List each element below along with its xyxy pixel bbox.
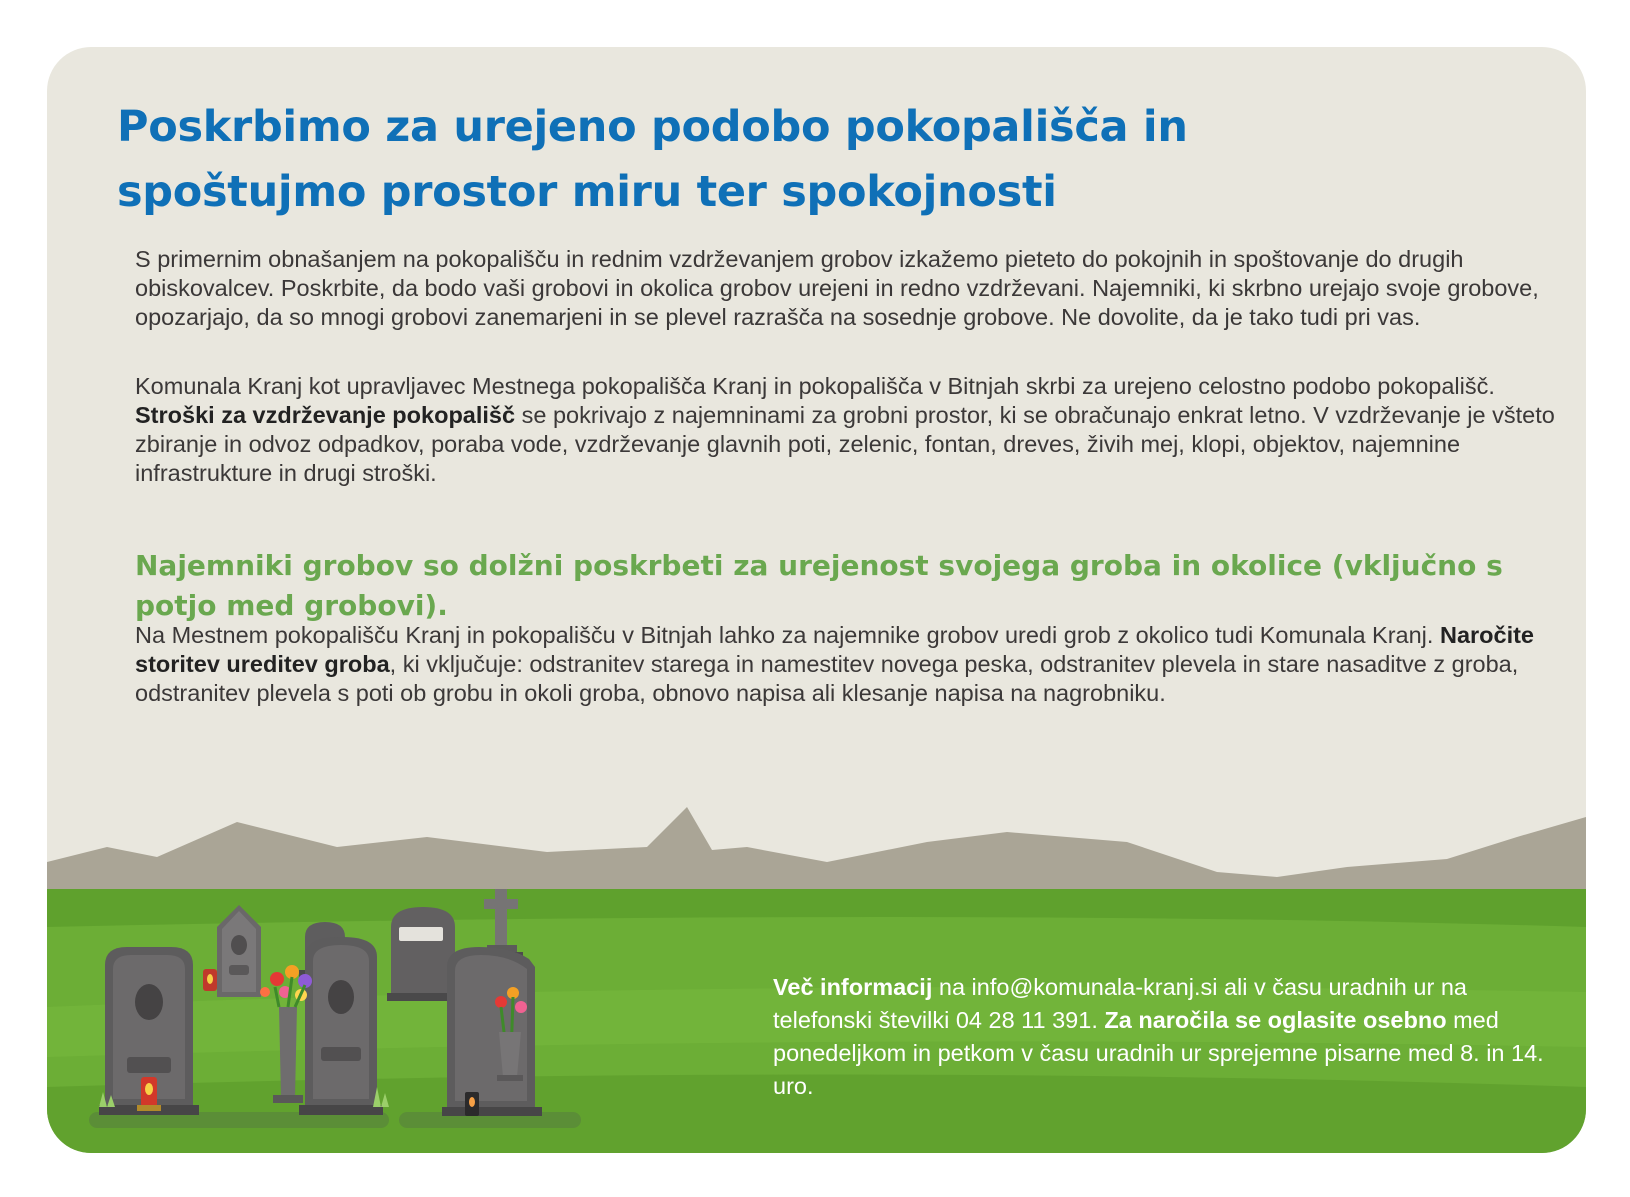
gravestone-icon: [442, 947, 542, 1116]
paragraph-text: Na Mestnem pokopališču Kranj in pokopališču v Bitnjah lahko za najemnike grobov uredi grob z okolico tudi Komunala Kranj.: [135, 622, 1440, 648]
paragraph-emphasis: Naročite storitev ureditev groba: [135, 622, 1535, 677]
info-text: med ponedeljkom in petkom v času uradnih ur sprejemne pisarne med 8. in 14. uro.: [773, 1007, 1544, 1099]
maintenance-costs-paragraph: [135, 372, 1575, 488]
contact-info: [773, 971, 1553, 1103]
info-emphasis: Več informacij: [773, 974, 933, 1000]
info-text: na info@komunala-kranj.si ali v času uradnih ur na telefonski številki 04 28 11 391.: [773, 974, 1467, 1033]
grave-service-paragraph: [135, 621, 1575, 708]
candle-icon: [465, 1092, 479, 1116]
info-emphasis: Za naročila se oglasite osebno: [1104, 1007, 1447, 1033]
paragraph-text: , ki vključuje: odstranitev starega in namestitev novega peska, odstranitev plevela in stare nasaditve z groba, odstranitev plevela s poti ob grobu in okoli groba, obnovo napisa ali klesanje napisa na nagrobniku.: [135, 651, 1519, 706]
intro-paragraph: S primernim obnašanjem na pokopališču in rednim vzdrževanjem grobov izkažemo pieteto do pokojnih in spoštovanje do drugih obiskovalcev. Poskrbite, da bodo vaši grobovi in okolica grobov urejeni in redno vzdrževani. Najemniki, ki skrbno urejajo svoje grobove, opozarjajo, da so mnogi grobovi zanemarjeni in se plevel razrašča na sosednje grobove. Ne dovolite, da je tako tudi pri vas.: [135, 246, 1539, 330]
notice-card: [47, 47, 1586, 1153]
paragraph-emphasis: Stroški za vzdrževanje pokopališč: [135, 402, 516, 428]
gravestone-icon: [299, 937, 383, 1115]
paragraph-text: se pokrivajo z najemninami za grobni prostor, ki se obračunajo enkrat letno. V vzdrževanje je všteto zbiranje in odvoz odpadkov, poraba vode, vzdrževanje glavnih poti, zelenic, fontan, dreves, živih mej, klopi, objektov, najemnine infrastrukture in drugi stroški.: [135, 402, 1555, 486]
page-title: Poskrbimo za urejeno podobo pokopališča in spoštujmo prostor miru ter spokojnosti: [117, 102, 1188, 217]
candle-icon: [203, 969, 217, 991]
tenant-duty-subheading: Najemniki grobov so dolžni poskrbeti za urejenost svojega groba in okolice (vključno s potjo med grobovi).: [135, 549, 1503, 622]
paragraph-text: Komunala Kranj kot upravljavec Mestnega pokopališča Kranj in pokopališča v Bitnjah skrbi za urejeno celostno podobo pokopališč.: [135, 373, 1495, 399]
